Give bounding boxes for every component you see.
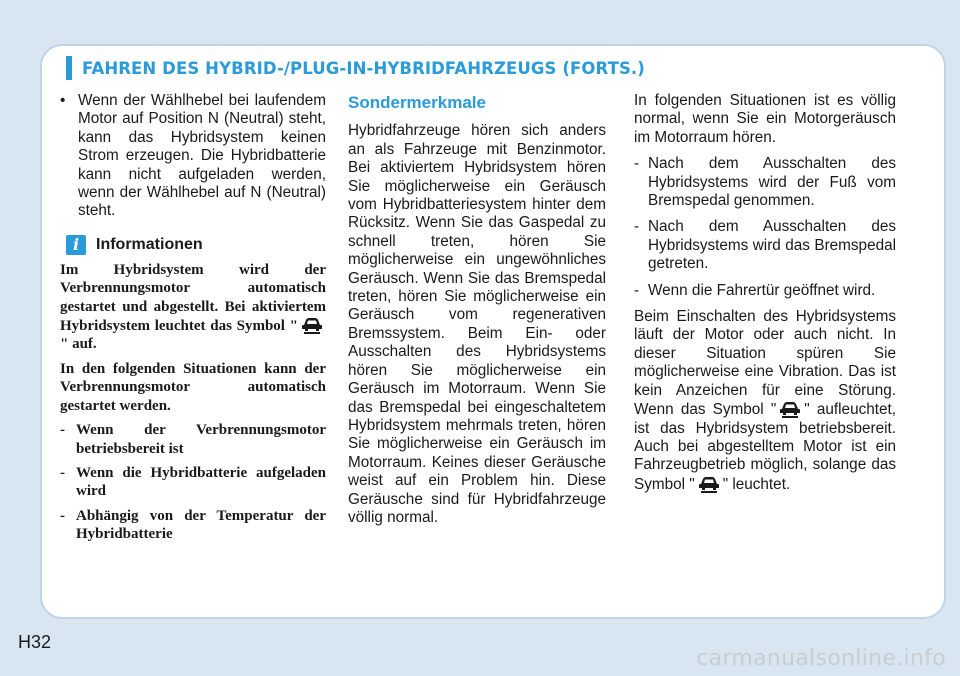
car-ready-icon — [301, 316, 323, 334]
dash-item — [634, 282, 896, 300]
dash-mark: - — [634, 218, 640, 236]
info-icon: i — [66, 235, 86, 255]
header-accent-bar — [66, 56, 72, 80]
info-paragraph-2: In den folgenden Situationen kann der Verbrennungsmotor automatisch gestartet werden. — [60, 360, 326, 414]
bullet-mark: • — [60, 92, 66, 109]
closing-p-b: " aufleuchtet, ist das Hybridsystem betriebsbereit. Auch bei abgestelltem Motor ist ein Fahrzeugbetrieb möglich, solange das Symbol " — [634, 401, 896, 493]
subsection-title: Sondermerkmale — [348, 93, 486, 112]
dash-mark: - — [634, 281, 640, 299]
dash-mark: - — [60, 422, 65, 439]
dash-text: Wenn die Fahrertür geöffnet wird. — [648, 281, 876, 299]
info-paragraph-1 — [60, 261, 326, 354]
car-ready-icon — [779, 400, 801, 418]
dash-item — [634, 155, 896, 210]
dash-mark: - — [634, 155, 640, 173]
watermark: carmanualsonline.info — [696, 646, 946, 671]
info-dash-item — [60, 421, 326, 458]
dash-text: Nach dem Ausschalten des Hybridsystems wird das Bremspedal getreten. — [648, 218, 896, 273]
info-heading — [66, 235, 326, 255]
info-dash-item — [60, 507, 326, 544]
subsection-text: Hybridfahrzeuge hören sich anders an als Fahrzeuge mit Benzinmotor. Bei aktiviertem Hybridsystem hören Sie möglicherweise ein Geräusch vom Hybridbatteriesystem hinter dem Rücksitz. Wenn Sie das Gaspedal zu schnell treten, hören Sie möglicherweise ein ungewöhnliches Geräusch. Wenn Sie das Bremspedal treten, hören Sie möglicherweise ein Geräusch vom regenerativen Bremssystem. Beim Ein- oder Ausschalten des Hybridsystems hören Sie möglicherweise ein Geräusch im Motorraum. Wenn Sie das Bremspedal bei eingeschaltetem Hybridsystem mehrmals treten, hören Sie möglicherweise ein Geräusch im Motorraum. Keines dieser Geräusche weist auf ein Problem hin. Diese Geräusche sind für Hybridfahrzeuge völlig normal. — [348, 122, 606, 526]
dash-text: Nach dem Ausschalten des Hybridsystems wird der Fuß vom Bremspedal genommen. — [648, 155, 896, 210]
info-p1-b: " auf. — [60, 336, 97, 353]
dash-text: Wenn der Verbrennungsmotor betriebsbereit ist — [76, 422, 326, 457]
dash-text: Abhängig von der Temperatur der Hybridbatterie — [76, 507, 326, 543]
bullet-item — [60, 92, 326, 221]
page-number: H32 — [18, 632, 52, 652]
section-title: FAHREN DES HYBRID-/PLUG-IN-HYBRIDFAHRZEUGS (FORTS.) — [82, 58, 645, 78]
bullet-text: Wenn der Wählhebel bei laufendem Motor auf Position N (Neutral) steht, kann das Hybridsystem keinen Strom erzeugen. Die Hybridbatterie kann nicht aufgeladen werden, wenn der Wählhebel auf N (Neutral) steht. — [78, 92, 326, 220]
dash-mark: - — [60, 507, 65, 524]
closing-p-a: Beim Einschalten des Hybridsystems läuft der Motor oder auch nicht. In dieser Situation spüren Sie möglicherweise eine Vibration. Das ist kein Anzeichen für eine Störung. Wenn das Symbol " — [634, 308, 896, 419]
dash-item — [634, 218, 896, 273]
closing-paragraph — [634, 308, 896, 494]
column-3 — [634, 92, 896, 502]
column-2 — [348, 92, 606, 535]
car-ready-icon — [698, 475, 720, 493]
info-dash-item — [60, 464, 326, 501]
column-1 — [60, 92, 326, 550]
dash-mark: - — [60, 464, 65, 481]
section-header — [66, 56, 645, 80]
dash-text: Wenn die Hybridbatterie aufgeladen wird — [76, 464, 326, 500]
info-p1-a: Im Hybridsystem wird der Verbrennungsmotor automatisch gestartet und abgestellt. Bei aktiviertem Hybridsystem leuchtet das Symbol " — [60, 261, 326, 335]
closing-p-c: " leuchtet. — [722, 475, 791, 493]
intro-paragraph: In folgenden Situationen ist es völlig normal, wenn Sie ein Motorgeräusch im Motorraum hören. — [634, 92, 896, 146]
info-title: Informationen — [96, 235, 203, 253]
